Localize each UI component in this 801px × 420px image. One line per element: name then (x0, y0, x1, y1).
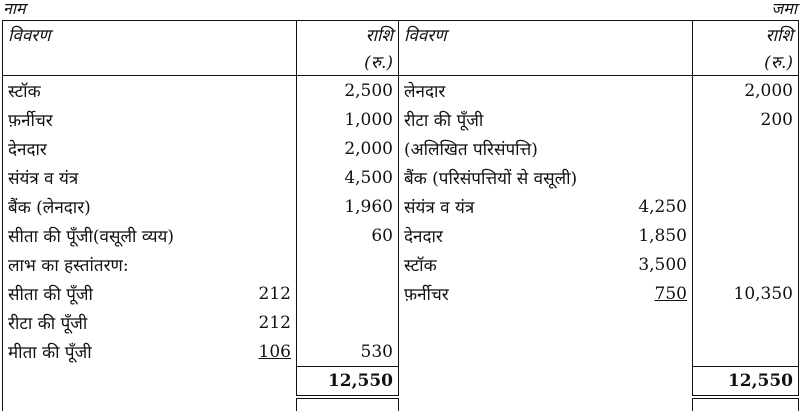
right-sub-amount (623, 337, 693, 367)
right-particular: देनदार (399, 221, 623, 250)
right-particular (399, 337, 623, 367)
right-amount (693, 192, 799, 221)
left-amount: 60 (297, 221, 399, 250)
left-amount (297, 279, 399, 308)
left-particular: लाभ का हस्तांतरण: (3, 250, 231, 279)
right-total: 12,550 (693, 367, 799, 398)
right-sub-amount-value: 750 (654, 283, 687, 304)
right-sub-amount (623, 308, 693, 337)
right-sub-amount (623, 76, 693, 106)
ledger-row (3, 308, 799, 337)
left-particular: संयंत्र व यंत्र (3, 163, 231, 192)
left-amount: 1,000 (297, 105, 399, 134)
right-amount (693, 163, 799, 192)
right-particular: लेनदार (399, 76, 623, 106)
left-sub-amount (231, 134, 297, 163)
left-particular: स्टॉक (3, 76, 231, 106)
left-amount: 1,960 (297, 192, 399, 221)
left-amount: 4,500 (297, 163, 399, 192)
ledger-row (3, 279, 799, 308)
right-particular: रीटा की पूँजी (399, 105, 623, 134)
right-amount (693, 337, 799, 367)
left-amount: 2,500 (297, 76, 399, 106)
left-particular: बैंक (लेनदार) (3, 192, 231, 221)
totals-row (3, 367, 799, 398)
left-sub-amount (231, 105, 297, 134)
left-total: 12,550 (297, 367, 399, 398)
right-particular: फ़र्नीचर (399, 279, 623, 308)
right-sub-amount: 4,250 (638, 196, 687, 217)
left-sub-amount: 212 (258, 312, 291, 333)
ledger-row (3, 105, 799, 134)
right-particular (399, 308, 623, 337)
credit-label: जमा (771, 0, 797, 18)
left-particular: फ़र्नीचर (3, 105, 231, 134)
right-particular: स्टॉक (399, 250, 623, 279)
right-amount: 10,350 (693, 279, 799, 308)
left-amount (297, 308, 399, 337)
column-header-row (3, 21, 799, 49)
left-particulars-header: विवरण (3, 21, 231, 49)
unit-row (3, 48, 799, 76)
left-amount: 2,000 (297, 134, 399, 163)
left-particular: सीता की पूँजी (3, 279, 231, 308)
right-sub-amount (623, 105, 693, 134)
right-amount (693, 134, 799, 163)
right-sub-amount (623, 279, 693, 308)
right-particular: (अलिखित परिसंपत्ति) (399, 134, 623, 163)
right-particular: संयंत्र व यंत्र (399, 192, 623, 221)
left-particular: देनदार (3, 134, 231, 163)
ledger-row (3, 134, 799, 163)
left-unit-label: (रु.) (297, 48, 399, 76)
right-particulars-header: विवरण (399, 21, 623, 49)
left-amount (297, 250, 399, 279)
right-sub-amount: 1,850 (638, 225, 687, 246)
left-sub-amount-value: 106 (258, 341, 291, 362)
right-amount (693, 250, 799, 279)
left-amount-header: राशि (297, 21, 399, 49)
right-sub-amount: 3,500 (638, 254, 687, 275)
left-sub-amount (231, 221, 297, 250)
right-particular: बैंक (परिसंपत्तियों से वसूली) (399, 163, 623, 192)
realisation-account-table (2, 20, 799, 411)
right-amount: 2,000 (693, 76, 799, 106)
ledger-row (3, 192, 799, 221)
left-sub-amount (231, 76, 297, 106)
right-unit-label: (रु.) (693, 48, 799, 76)
right-amount (693, 308, 799, 337)
right-amount (693, 221, 799, 250)
left-sub-amount (231, 250, 297, 279)
ledger-row (3, 76, 799, 106)
left-sub-amount (231, 163, 297, 192)
left-sub-amount (231, 192, 297, 221)
ledger-row (3, 337, 799, 367)
left-sub-amount (231, 337, 297, 367)
left-amount: 530 (297, 337, 399, 367)
left-particular: सीता की पूँजी(वसूली व्यय) (3, 221, 231, 250)
right-sub-amount (623, 134, 693, 163)
right-amount-header: राशि (693, 21, 799, 49)
left-particular: मीता की पूँजी (3, 337, 231, 367)
left-particular: रीटा की पूँजी (3, 308, 231, 337)
left-sub-amount: 212 (258, 283, 291, 304)
debit-label: नाम (3, 0, 26, 18)
right-sub-amount (623, 163, 693, 192)
right-amount: 200 (693, 105, 799, 134)
ledger-row (3, 250, 799, 279)
ledger-row (3, 163, 799, 192)
ledger-row (3, 221, 799, 250)
